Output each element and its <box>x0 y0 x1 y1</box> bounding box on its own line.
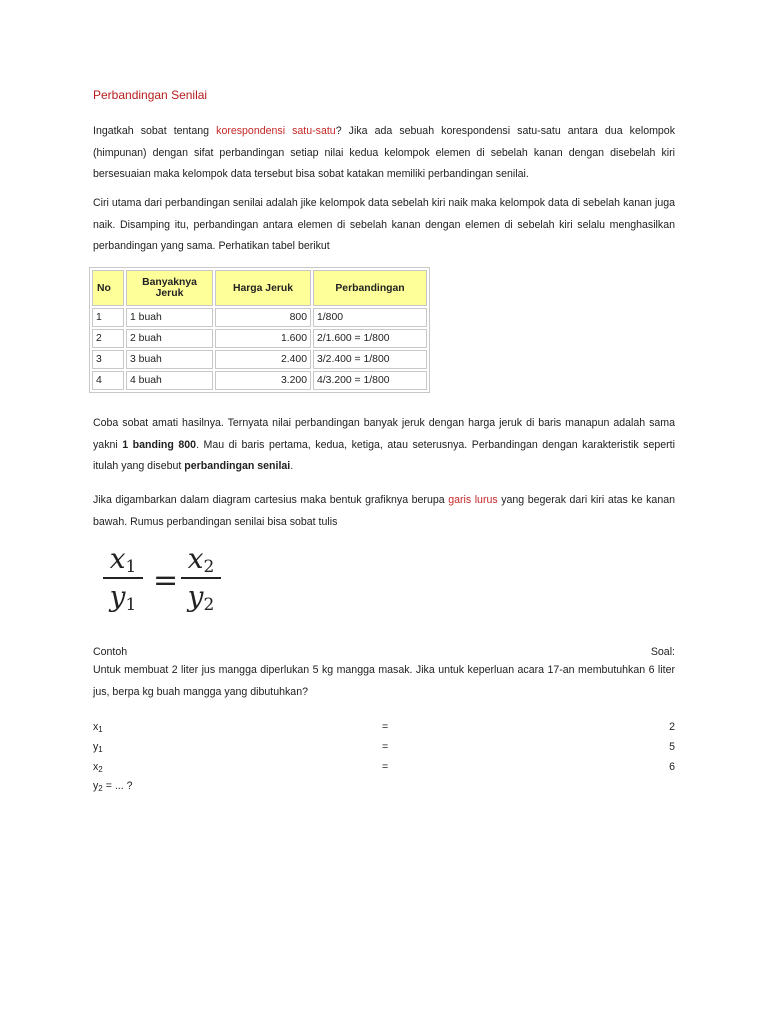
cartesius-text-start: Jika digambarkan dalam diagram cartesius maka bentuk grafiknya berupa <box>93 494 449 506</box>
cartesius-text-end: yang begerak dari kiri atas ke kanan bawah. Rumus perbandingan senilai bisa sobat tulis <box>93 494 675 528</box>
var-letter: x <box>93 761 99 773</box>
given-var <box>93 758 103 779</box>
cell-no: 3 <box>92 350 124 369</box>
header-no: No <box>92 270 124 306</box>
formula-var-y: y <box>109 580 126 613</box>
header-harga-jeruk: Harga Jeruk <box>215 270 311 306</box>
formula-denominator-y1 <box>103 581 143 613</box>
given-var <box>93 718 103 739</box>
given-row-x1 <box>93 718 675 736</box>
cell-harga: 800 <box>215 308 311 327</box>
observation-bold-ratio: 1 banding 800 <box>122 438 197 451</box>
paragraph-cartesius <box>93 490 675 533</box>
var-subscript: 2 <box>98 784 103 793</box>
var-subscript: 2 <box>98 765 103 774</box>
link-korespondensi[interactable]: korespondensi satu-satu <box>216 125 336 137</box>
formula-numerator-x1 <box>103 543 143 575</box>
observation-text-3: . <box>290 460 294 472</box>
link-garis-lurus[interactable]: garis lurus <box>448 494 498 506</box>
formula-fraction-left <box>103 543 143 613</box>
var-letter: y <box>93 741 99 753</box>
question-text <box>93 777 133 798</box>
comparison-table <box>89 267 430 393</box>
formula-senilai <box>103 543 243 619</box>
cell-no: 1 <box>92 308 124 327</box>
intro-text-start: Ingatkah sobat tentang <box>93 125 217 137</box>
var-letter: y <box>93 780 99 792</box>
formula-var-x: x <box>109 542 126 575</box>
cell-no: 2 <box>92 329 124 348</box>
cell-no: 4 <box>92 371 124 390</box>
formula-index: 1 <box>125 595 137 615</box>
given-value: 2 <box>669 721 675 733</box>
formula-var-x: x <box>187 542 204 575</box>
cell-perbandingan: 3/2.400 = 1/800 <box>313 350 427 369</box>
table-row <box>92 329 427 348</box>
given-row-y1 <box>93 738 675 756</box>
cell-harga: 2.400 <box>215 350 311 369</box>
page-title: Perbandingan Senilai <box>93 88 208 102</box>
observation-text-2: . Mau di baris pertama, kedua, ketiga, atau seterusnya. Perbandingan dengan karakteristik seperti itulah yang disebut <box>93 438 675 472</box>
paragraph-ciri: Ciri utama dari perbandingan senilai adalah jike kelompok data sebelah kiri naik maka kelompok data di sebelah kanan juga naik. Disamping itu, perbandingan antara elemen di sebelah kanan dengan elemen di sebelah kiri selalu menghasilkan perbandingan yang sama. Perhatikan tabel berikut <box>93 197 675 252</box>
formula-numerator-x2 <box>181 543 221 575</box>
table-header-row <box>92 270 427 306</box>
cell-perbandingan: 4/3.200 = 1/800 <box>313 371 427 390</box>
formula-index: 1 <box>125 557 137 577</box>
table-row <box>92 308 427 327</box>
cell-jeruk: 2 buah <box>126 329 213 348</box>
cell-perbandingan: 1/800 <box>313 308 427 327</box>
formula-var-y: y <box>187 580 204 613</box>
soal-label: Soal: <box>650 646 675 658</box>
paragraph-observation <box>93 413 675 478</box>
given-value: 6 <box>669 761 675 773</box>
given-row-x2 <box>93 758 675 776</box>
cell-harga: 1.600 <box>215 329 311 348</box>
problem-text: Untuk membuat 2 liter jus mangga diperlukan 5 kg mangga masak. Jika untuk keperluan acara 17-an membutuhkan 6 liter jus, berpa kg buah mangga yang dibutuhkan? <box>93 664 675 698</box>
paragraph-intro <box>93 121 675 186</box>
cell-harga: 3.200 <box>215 371 311 390</box>
header-perbandingan: Perbandingan <box>313 270 427 306</box>
cell-perbandingan: 2/1.600 = 1/800 <box>313 329 427 348</box>
var-subscript: 1 <box>98 745 103 754</box>
var-subscript: 1 <box>98 725 103 734</box>
formula-index: 2 <box>203 557 215 577</box>
question-suffix: = ... ? <box>102 780 133 792</box>
given-equals: = <box>382 721 389 733</box>
question-row-y2 <box>93 777 675 795</box>
intro-text-end: ? Jika ada sebuah korespondensi satu-satu antara dua kelompok (himpunan) dengan sifat perbandingan setiap nilai kedua kelompok elemen di sebelah kanan dengan disebelah kiri bersesuaian maka kelompok data tersebut bisa sobat katakan memiliki perbandingan senilai. <box>93 125 675 180</box>
given-equals: = <box>382 741 389 753</box>
contoh-label: Contoh <box>93 646 128 658</box>
given-value: 5 <box>669 741 675 753</box>
fraction-bar <box>103 577 143 579</box>
cell-jeruk: 4 buah <box>126 371 213 390</box>
given-equals: = <box>382 761 389 773</box>
formula-fraction-right <box>181 543 221 613</box>
table-row <box>92 371 427 390</box>
header-banyaknya-jeruk: Banyaknya Jeruk <box>126 270 213 306</box>
cell-jeruk: 3 buah <box>126 350 213 369</box>
var-letter: x <box>93 721 99 733</box>
observation-text-1: Coba sobat amati hasilnya. Ternyata nilai perbandingan banyak jeruk dengan harga jeruk di baris manapun adalah sama yakni <box>93 417 675 451</box>
formula-denominator-y2 <box>181 581 221 613</box>
formula-index: 2 <box>203 595 215 615</box>
fraction-bar <box>181 577 221 579</box>
observation-bold-term: perbandingan senilai <box>184 460 291 472</box>
formula-equals: = <box>153 563 179 598</box>
given-var <box>93 738 103 759</box>
table-row <box>92 350 427 369</box>
cell-jeruk: 1 buah <box>126 308 213 327</box>
contoh-soal-line <box>93 643 675 661</box>
